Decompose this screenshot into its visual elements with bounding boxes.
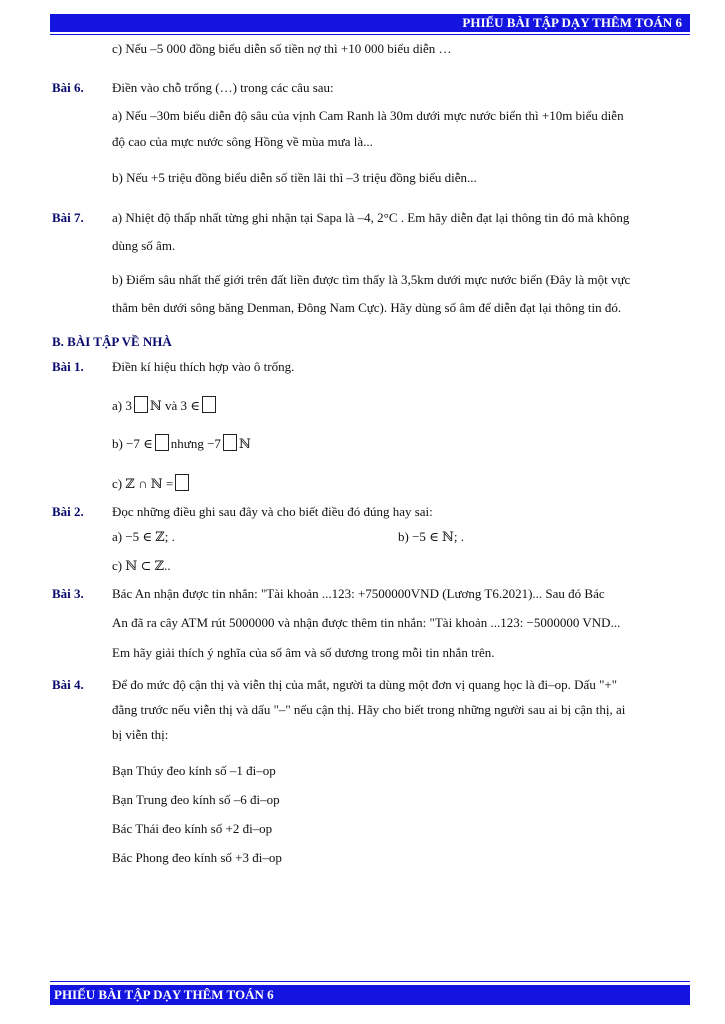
- bai6-a-line1: a) Nếu –30m biểu diễn độ sâu của vịnh Cam Ranh là 30m dưới mực nước biển thì +10m biểu diễn: [112, 108, 624, 123]
- bai6-a-line2: độ cao của mực nước sông Hồng về mùa mưa là...: [112, 134, 373, 149]
- hw3-line2: An đã ra cây ATM rút 5000000 và nhận được thêm tin nhắn: "Tài khoản ...123: −5000000 VND...: [112, 615, 621, 630]
- hw2-b: b) −5 ∈ ℕ; .: [398, 529, 465, 544]
- hw4-item: Bác Phong đeo kính số +3 đi–op: [112, 850, 282, 865]
- section-b-title: B. BÀI TẬP VỀ NHÀ: [52, 334, 172, 349]
- bai6-intro: Điền vào chỗ trống (…) trong các câu sau:: [112, 80, 334, 95]
- header-rule: [50, 34, 690, 35]
- hw2-c: c) ℕ ⊂ ℤ..: [112, 558, 171, 573]
- hw1-a-pre: a) 3: [112, 398, 132, 413]
- hw1-c-blank: [175, 474, 189, 491]
- hw1-b-end: ℕ: [238, 436, 251, 451]
- hw4-line2: đằng trước nếu viễn thị và dấu "–" nếu cận thị. Hãy cho biết trong những người sau ai bị cận thị, ai: [112, 702, 626, 717]
- hw1-b-blank2: [223, 434, 237, 451]
- page-footer: PHIẾU BÀI TẬP DẠY THÊM TOÁN 6: [50, 985, 690, 1005]
- hw2-label: Bài 2.: [52, 504, 84, 519]
- hw4-item: Bạn Thúy đeo kính số –1 đi–op: [112, 763, 276, 778]
- bai6-label: Bài 6.: [52, 80, 84, 95]
- hw3-line3: Em hãy giải thích ý nghĩa của số âm và số dương trong mỗi tin nhắn trên.: [112, 645, 495, 660]
- page-header: PHIẾU BÀI TẬP DẠY THÊM TOÁN 6: [50, 14, 690, 32]
- prev-item-c: c) Nếu –5 000 đồng biểu diễn số tiền nợ thì +10 000 biểu diễn …: [112, 41, 452, 56]
- hw1-label: Bài 1.: [52, 359, 84, 374]
- bai7-a-line1: a) Nhiệt độ thấp nhất từng ghi nhận tại Sapa là –4, 2°C . Em hãy diễn đạt lại thông tin đó mà không: [112, 210, 630, 225]
- hw1-b-pre: b) −7 ∈: [112, 436, 153, 451]
- bai7-label: Bài 7.: [52, 210, 84, 225]
- hw2-a: a) −5 ∈ ℤ; .: [112, 529, 175, 544]
- bai7-a-line2: dùng số âm.: [112, 238, 176, 253]
- hw1-c-pre: c) ℤ ∩ ℕ =: [112, 476, 174, 491]
- hw1-a: [112, 396, 218, 414]
- hw2-intro: Đọc những điều ghi sau đây và cho biết điều đó đúng hay sai:: [112, 504, 433, 519]
- hw4-item: Bạn Trung đeo kính số –6 đi–op: [112, 792, 280, 807]
- hw3-label: Bài 3.: [52, 586, 84, 601]
- bai7-b-line2: thẳm bên dưới sông băng Denman, Đông Nam Cực). Hãy dùng số âm để diễn đạt lại thông tin đó.: [112, 300, 622, 315]
- hw1-c: [112, 474, 191, 492]
- hw1-b: [112, 434, 251, 452]
- hw1-intro: Điền kí hiệu thích hợp vào ô trống.: [112, 359, 295, 374]
- hw1-a-blank2: [202, 396, 216, 413]
- hw1-b-mid: nhưng −7: [170, 436, 221, 451]
- hw1-b-blank1: [155, 434, 169, 451]
- bai7-b-line1: b) Điểm sâu nhất thế giới trên đất liền được tìm thấy là 3,5km dưới mực nước biển (Đây là một vực: [112, 272, 631, 287]
- footer-rule: [50, 981, 690, 982]
- bai6-b: b) Nếu +5 triệu đồng biểu diễn số tiền lãi thì –3 triệu đồng biểu diễn...: [112, 170, 477, 185]
- hw4-line3: bị viễn thị:: [112, 727, 169, 742]
- hw4-label: Bài 4.: [52, 677, 84, 692]
- hw1-a-mid: ℕ và 3 ∈: [149, 398, 200, 413]
- hw3-line1: Bác An nhận được tin nhắn: "Tài khoản ...123: +7500000VND (Lương T6.2021)... Sau đó Bác: [112, 586, 605, 601]
- hw1-a-blank1: [134, 396, 148, 413]
- hw4-item: Bác Thái đeo kính số +2 đi–op: [112, 821, 273, 836]
- hw4-line1: Để đo mức độ cận thị và viễn thị của mắt, người ta dùng một đơn vị quang học là đi–op. Dấu "+": [112, 677, 618, 692]
